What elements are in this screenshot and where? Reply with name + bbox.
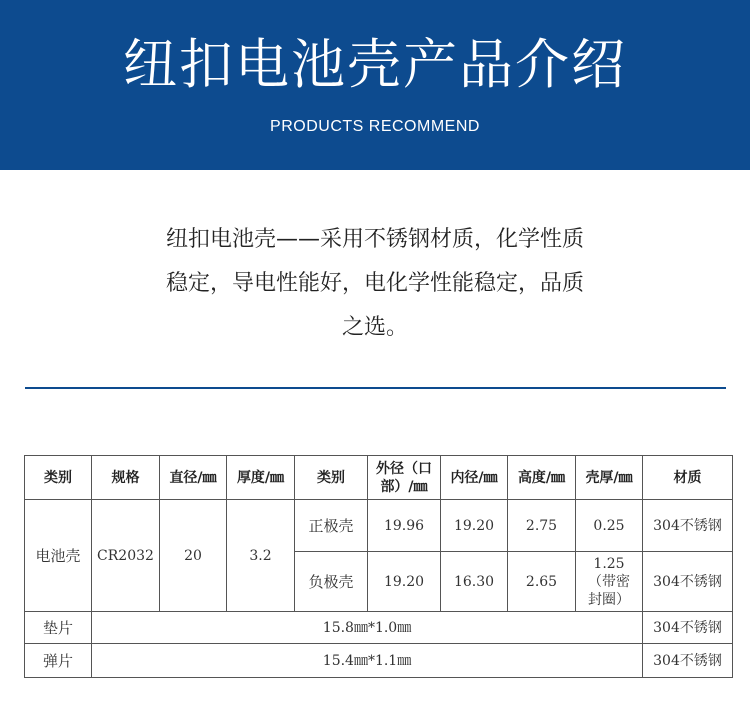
outer-diameter-cell: 19.96 [368,500,441,552]
section-divider [25,387,726,389]
shell-thickness-cell [576,552,643,612]
table-row [25,644,733,678]
material-cell: 304不锈钢 [643,500,733,552]
material-cell: 304不锈钢 [643,552,733,612]
outer-diameter-cell: 19.20 [368,552,441,612]
page-title: 纽扣电池壳产品介绍 [123,33,627,96]
header-cell: 材质 [643,456,733,500]
inner-diameter-cell: 19.20 [441,500,508,552]
height-cell: 2.65 [508,552,576,612]
header-cell: 规格 [92,456,160,500]
type-cell: 正极壳 [295,500,368,552]
height-cell: 2.75 [508,500,576,552]
table-header-row [25,456,733,500]
table-row [25,500,733,552]
inner-diameter-cell: 16.30 [441,552,508,612]
spec-cell: CR2032 [92,500,160,612]
header-cell: 厚度/㎜ [227,456,295,500]
material-cell: 304不锈钢 [643,644,733,678]
type-cell: 负极壳 [295,552,368,612]
shell-thickness-value: 1.25 [593,555,625,572]
thickness-cell: 3.2 [227,500,295,612]
shell-thickness-note: 封圈） [588,591,630,608]
spec-table [24,455,733,678]
intro-paragraph [95,218,655,350]
header-cell: 直径/㎜ [160,456,227,500]
page-subtitle: PRODUCTS RECOMMEND [270,118,480,135]
material-cell: 304不锈钢 [643,612,733,644]
size-cell: 15.8㎜*1.0㎜ [92,612,643,644]
header-cell: 类别 [25,456,92,500]
category-cell: 电池壳 [25,500,92,612]
header-banner [0,0,750,170]
header-cell: 高度/㎜ [508,456,576,500]
shell-thickness-cell: 0.25 [576,500,643,552]
size-cell: 15.4㎜*1.1㎜ [92,644,643,678]
category-cell: 垫片 [25,612,92,644]
category-cell: 弹片 [25,644,92,678]
intro-line: 稳定，导电性能好，电化学性能稳定，品质 [165,271,584,296]
intro-line: 纽扣电池壳——采用不锈钢材质，化学性质 [165,227,584,252]
shell-thickness-note: （带密 [588,573,630,590]
intro-line: 之选。 [341,315,408,340]
header-cell: 内径/㎜ [441,456,508,500]
table-row [25,612,733,644]
header-cell: 类别 [295,456,368,500]
diameter-cell: 20 [160,500,227,612]
header-cell: 壳厚/㎜ [576,456,643,500]
header-cell: 外径（口部）/㎜ [368,456,441,500]
